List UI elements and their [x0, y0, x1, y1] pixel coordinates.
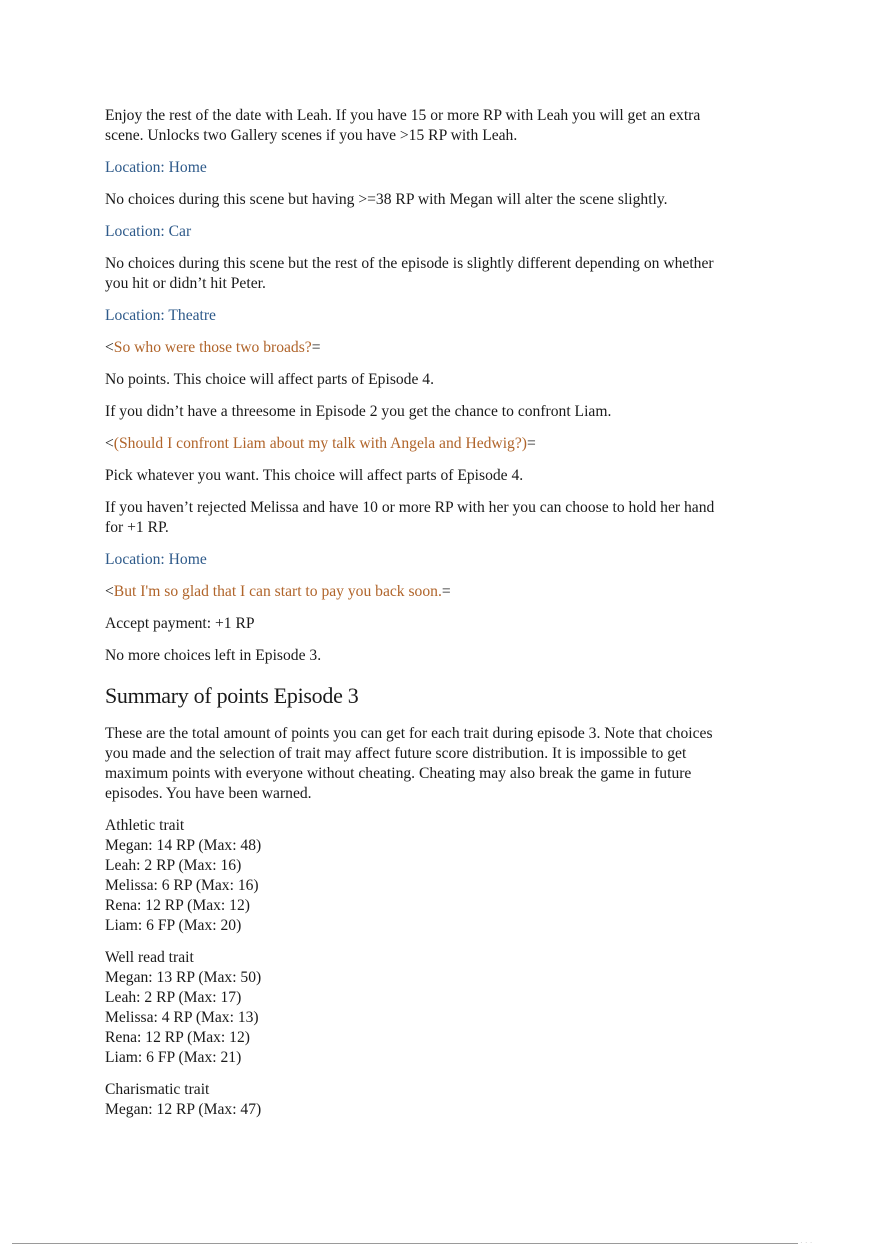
trait-line: Liam: 6 FP (Max: 20) — [105, 917, 242, 934]
summary-paragraph: These are the total amount of points you can get for each trait during episode 3. Note that choices you made and the selection of trait may affect future score distribution. It is impossible to get maximum points with everyone without cheating. Cheating may also break the game in future episodes. You have been warned. — [105, 725, 713, 802]
car-scene-paragraph: No choices during this scene but the rest of the episode is slightly different depending on whether you hit or didn’t hit Peter. — [105, 255, 714, 292]
melissa-paragraph: If you haven’t rejected Melissa and have 10 or more RP with her you can choose to hold her hand for +1 RP. — [105, 499, 715, 536]
trait-block-charismatic — [105, 1080, 730, 1120]
trait-name: Well read trait — [105, 949, 194, 966]
choice-result-paragraph: No points. This choice will affect parts of Episode 4. — [105, 371, 434, 388]
trait-block-well-read — [105, 948, 730, 1068]
trait-line: Megan: 12 RP (Max: 47) — [105, 1101, 262, 1118]
choice-line — [105, 338, 730, 358]
trait-line: Rena: 12 RP (Max: 12) — [105, 1029, 250, 1046]
choice-text: (Should I confront Liam about my talk with Angela and Hedwig?) — [113, 435, 527, 452]
choice-line — [105, 582, 730, 602]
home-scene-paragraph: No choices during this scene but having >=38 RP with Megan will alter the scene slightly. — [105, 191, 668, 208]
trait-block-athletic — [105, 816, 730, 936]
footer-divider — [12, 1243, 798, 1244]
trait-line: Megan: 13 RP (Max: 50) — [105, 969, 262, 986]
location-heading-home: Location: Home — [105, 551, 207, 568]
choice-text: But I'm so glad that I can start to pay you back soon. — [113, 583, 442, 600]
choice-text: So who were those two broads? — [113, 339, 312, 356]
location-heading-theatre: Location: Theatre — [105, 307, 216, 324]
payment-paragraph: Accept payment: +1 RP — [105, 615, 255, 632]
threesome-paragraph: If you didn’t have a threesome in Episode 2 you get the chance to confront Liam. — [105, 403, 612, 420]
trait-line: Leah: 2 RP (Max: 17) — [105, 989, 242, 1006]
location-heading-car: Location: Car — [105, 223, 192, 240]
trait-line: Liam: 6 FP (Max: 21) — [105, 1049, 242, 1066]
choice-close-mark: = — [526, 435, 536, 452]
no-more-choices-paragraph: No more choices left in Episode 3. — [105, 647, 322, 664]
page-footer: · · · — [800, 1238, 813, 1247]
trait-line: Melissa: 6 RP (Max: 16) — [105, 877, 259, 894]
choice-open-mark: < — [105, 583, 114, 600]
trait-line: Leah: 2 RP (Max: 16) — [105, 857, 242, 874]
choice-open-mark: < — [105, 339, 114, 356]
trait-name: Charismatic trait — [105, 1081, 210, 1098]
trait-line: Melissa: 4 RP (Max: 13) — [105, 1009, 259, 1026]
choice-close-mark: = — [441, 583, 451, 600]
choice-close-mark: = — [311, 339, 321, 356]
intro-paragraph: Enjoy the rest of the date with Leah. If you have 15 or more RP with Leah you will get an extra scene. Unlocks two Gallery scenes if you have >15 RP with Leah. — [105, 107, 701, 144]
trait-name: Athletic trait — [105, 817, 185, 834]
choice-line — [105, 434, 730, 454]
choice-open-mark: < — [105, 435, 114, 452]
summary-heading: Summary of points Episode 3 — [105, 683, 359, 708]
location-heading-home: Location: Home — [105, 159, 207, 176]
choice-result-paragraph: Pick whatever you want. This choice will affect parts of Episode 4. — [105, 467, 524, 484]
trait-line: Megan: 14 RP (Max: 48) — [105, 837, 262, 854]
document-page — [105, 106, 730, 1132]
trait-line: Rena: 12 RP (Max: 12) — [105, 897, 250, 914]
